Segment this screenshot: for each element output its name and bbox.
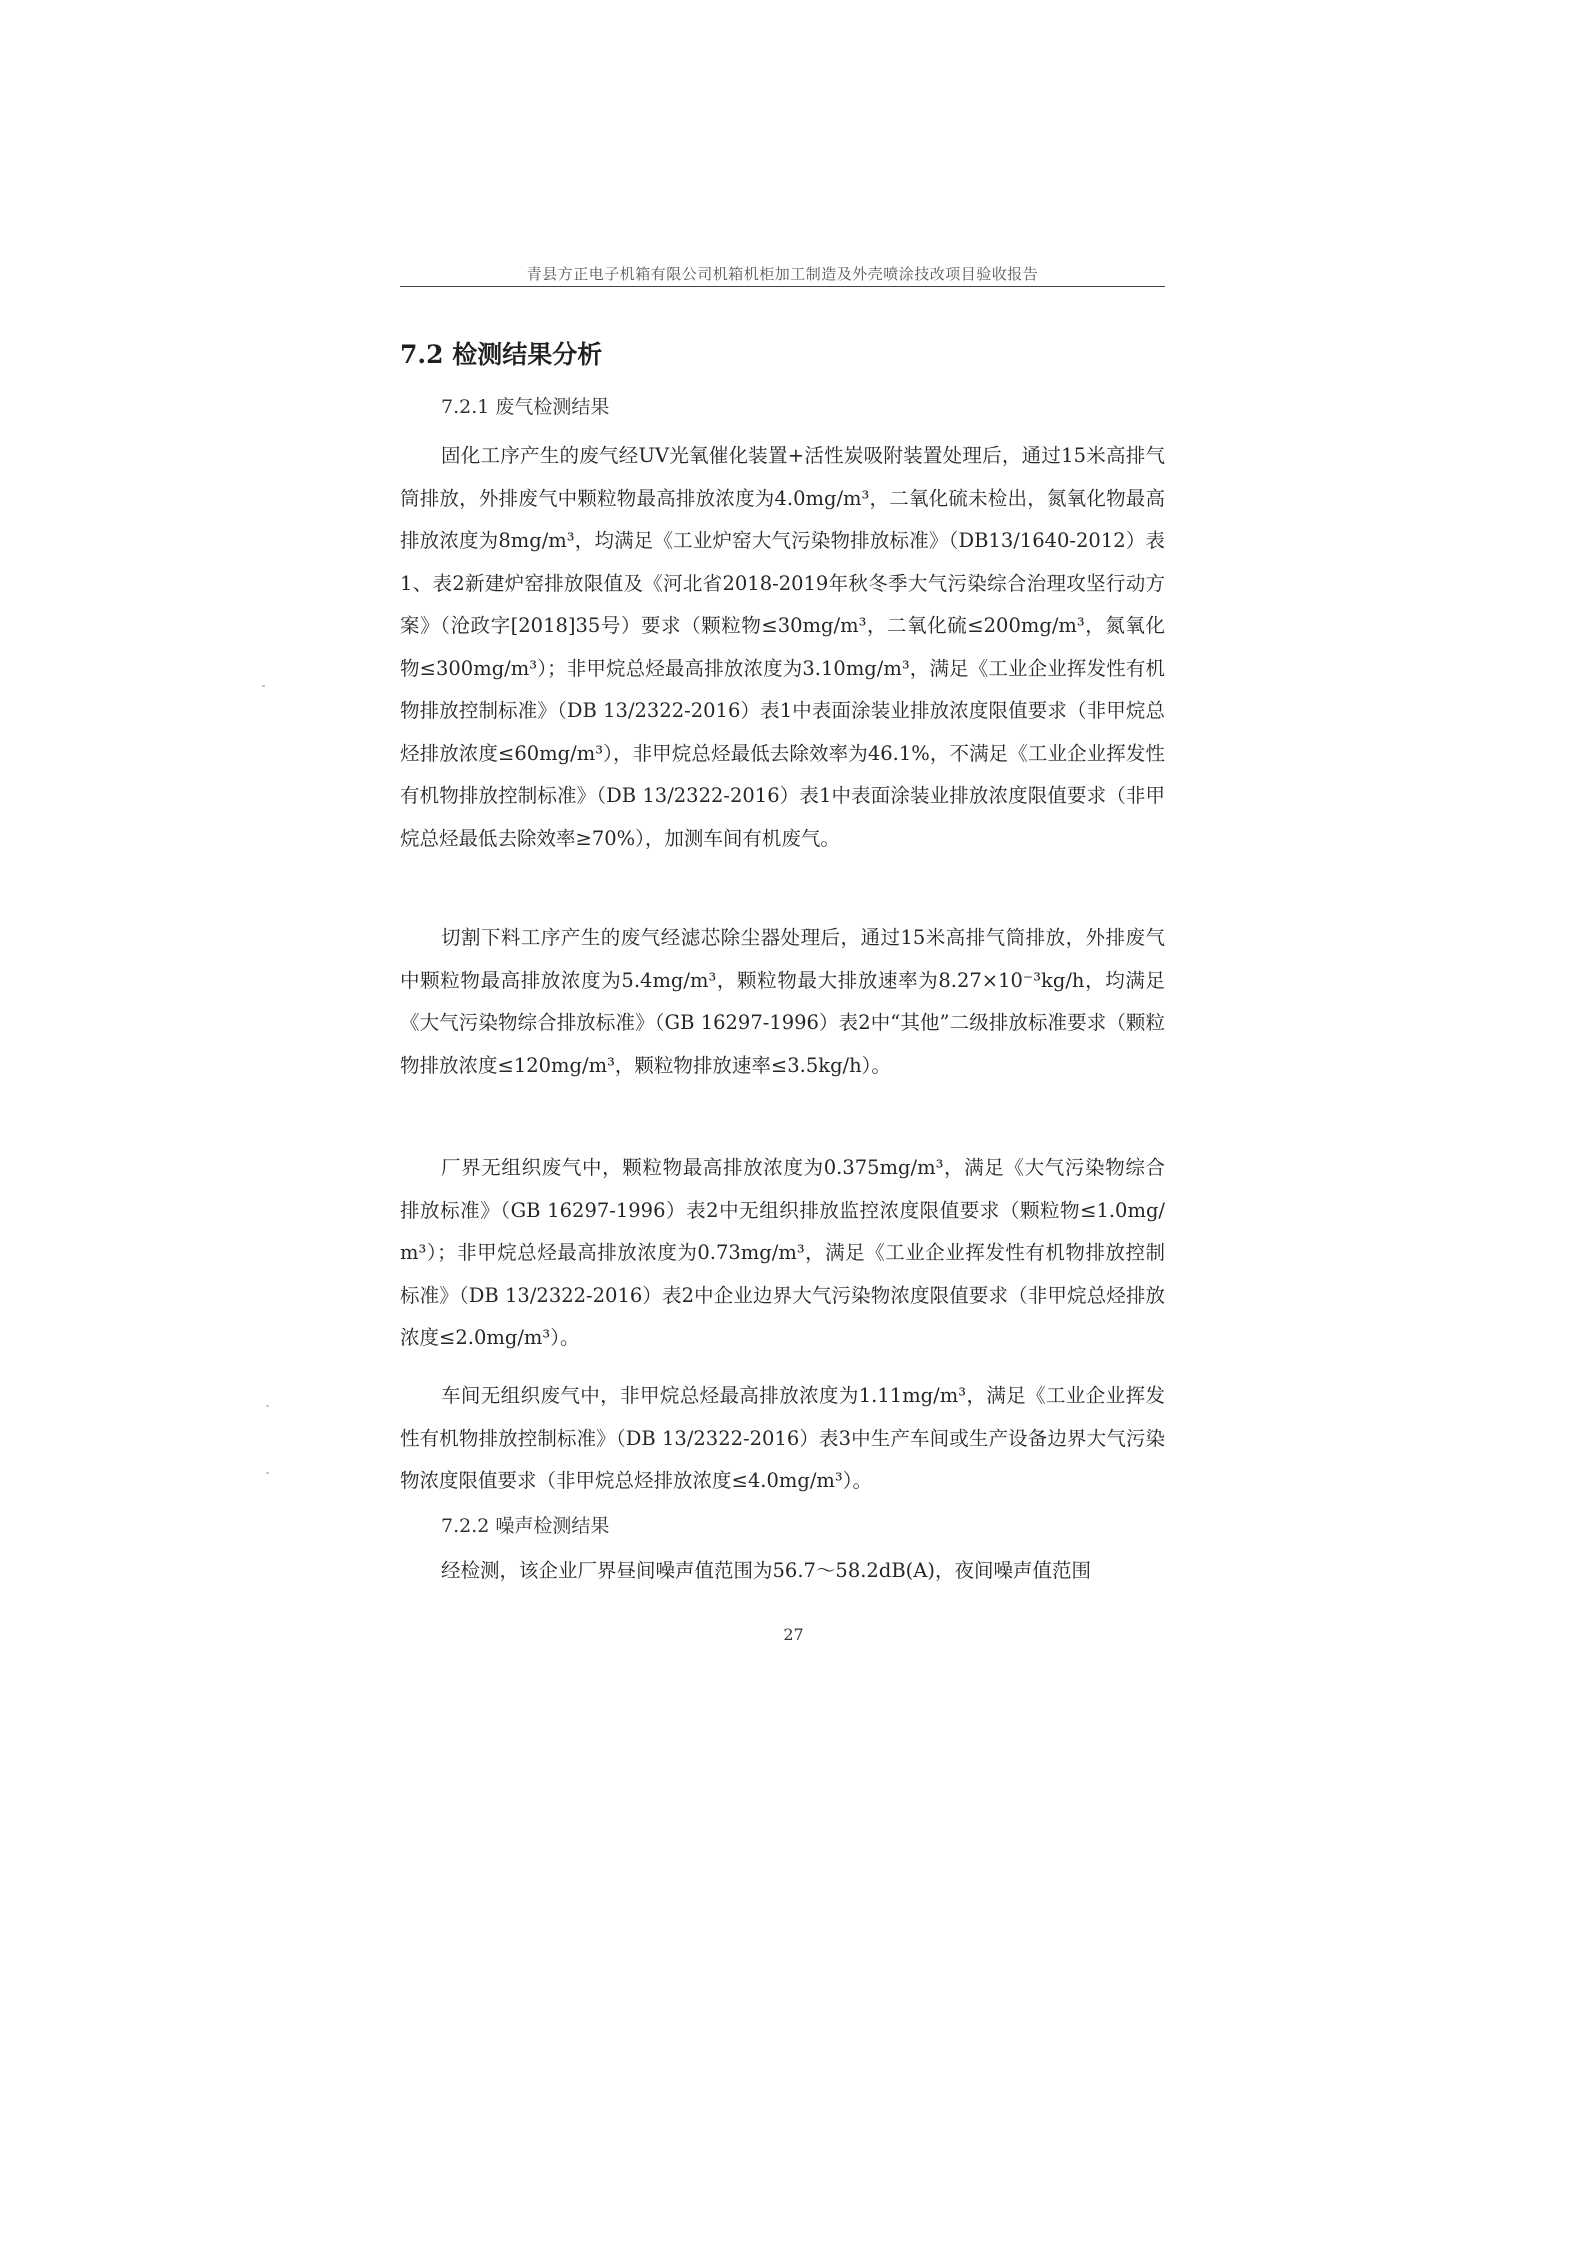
subsection-heading-noise: 7.2.2 噪声检测结果 xyxy=(441,1515,610,1537)
paragraph-plant-boundary-fugitive: 厂界无组织废气中，颗粒物最高排放浓度为0.375mg/m³，满足《大气污染物综合排放标准》（GB 16297-1996）表2中无组织排放监控浓度限值要求（颗粒物≤1.0mg/m³）；非甲烷总烃最高排放浓度为0.73mg/m³，满足《工业企业挥发性有机物排放控制标准》（DB 13/2322-2016）表2中企业边界大气污染物浓度限值要求（非甲烷总烃排放浓度≤2.0mg/m³）。 xyxy=(400,1156,1165,1349)
subsection-heading-exhaust-gas: 7.2.1 废气检测结果 xyxy=(441,396,610,418)
paragraph-workshop-fugitive: 车间无组织废气中，非甲烷总烃最高排放浓度为1.11mg/m³，满足《工业企业挥发性有机物排放控制标准》（DB 13/2322-2016）表3中生产车间或生产设备边界大气污染物浓度限值要求（非甲烷总烃排放浓度≤4.0mg/m³）。 xyxy=(400,1384,1165,1492)
page-number: 27 xyxy=(783,1625,804,1644)
scan-speck xyxy=(262,685,265,687)
running-header: 青县方正电子机箱有限公司机箱机柜加工制造及外壳喷涂技改项目验收报告 xyxy=(526,265,1039,283)
paragraph-cutting-exhaust: 切割下料工序产生的废气经滤芯除尘器处理后，通过15米高排气筒排放，外排废气中颗粒物最高排放浓度为5.4mg/m³，颗粒物最大排放速率为8.27×10⁻³kg/h，均满足《大气污染物综合排放标准》（GB 16297-1996）表2中“其他”二级排放标准要求（颗粒物排放浓度≤120mg/m³，颗粒物排放速率≤3.5kg/h）。 xyxy=(400,926,1165,1077)
scan-speck xyxy=(266,1472,269,1474)
scan-speck xyxy=(266,1405,269,1407)
paragraph-noise: 经检测，该企业厂界昼间噪声值范围为56.7～58.2dB(A)，夜间噪声值范围 xyxy=(441,1559,1091,1582)
section-heading: 7.2 检测结果分析 xyxy=(400,340,603,369)
header-rule xyxy=(400,286,1165,287)
paragraph-curing-exhaust: 固化工序产生的废气经UV光氧催化装置+活性炭吸附装置处理后，通过15米高排气筒排放，外排废气中颗粒物最高排放浓度为4.0mg/m³，二氧化硫未检出，氮氧化物最高排放浓度为8mg/m³，均满足《工业炉窑大气污染物排放标准》（DB13/1640-2012）表1、表2新建炉窑排放限值及《河北省2018-2019年秋冬季大气污染综合治理攻坚行动方案》（沧政字[2018]35号）要求（颗粒物≤30mg/m³，二氧化硫≤200mg/m³，氮氧化物≤300mg/m³）；非甲烷总烃最高排放浓度为3.10mg/m³，满足《工业企业挥发性有机物排放控制标准》（DB 13/2322-2016）表1中表面涂装业排放浓度限值要求（非甲烷总烃排放浓度≤60mg/m³），非甲烷总烃最低去除效率为46.1%，不满足《工业企业挥发性有机物排放控制标准》（DB 13/2322-2016）表1中表面涂装业排放浓度限值要求（非甲烷总烃最低去除效率≥70%），加测车间有机废气。 xyxy=(400,444,1165,850)
